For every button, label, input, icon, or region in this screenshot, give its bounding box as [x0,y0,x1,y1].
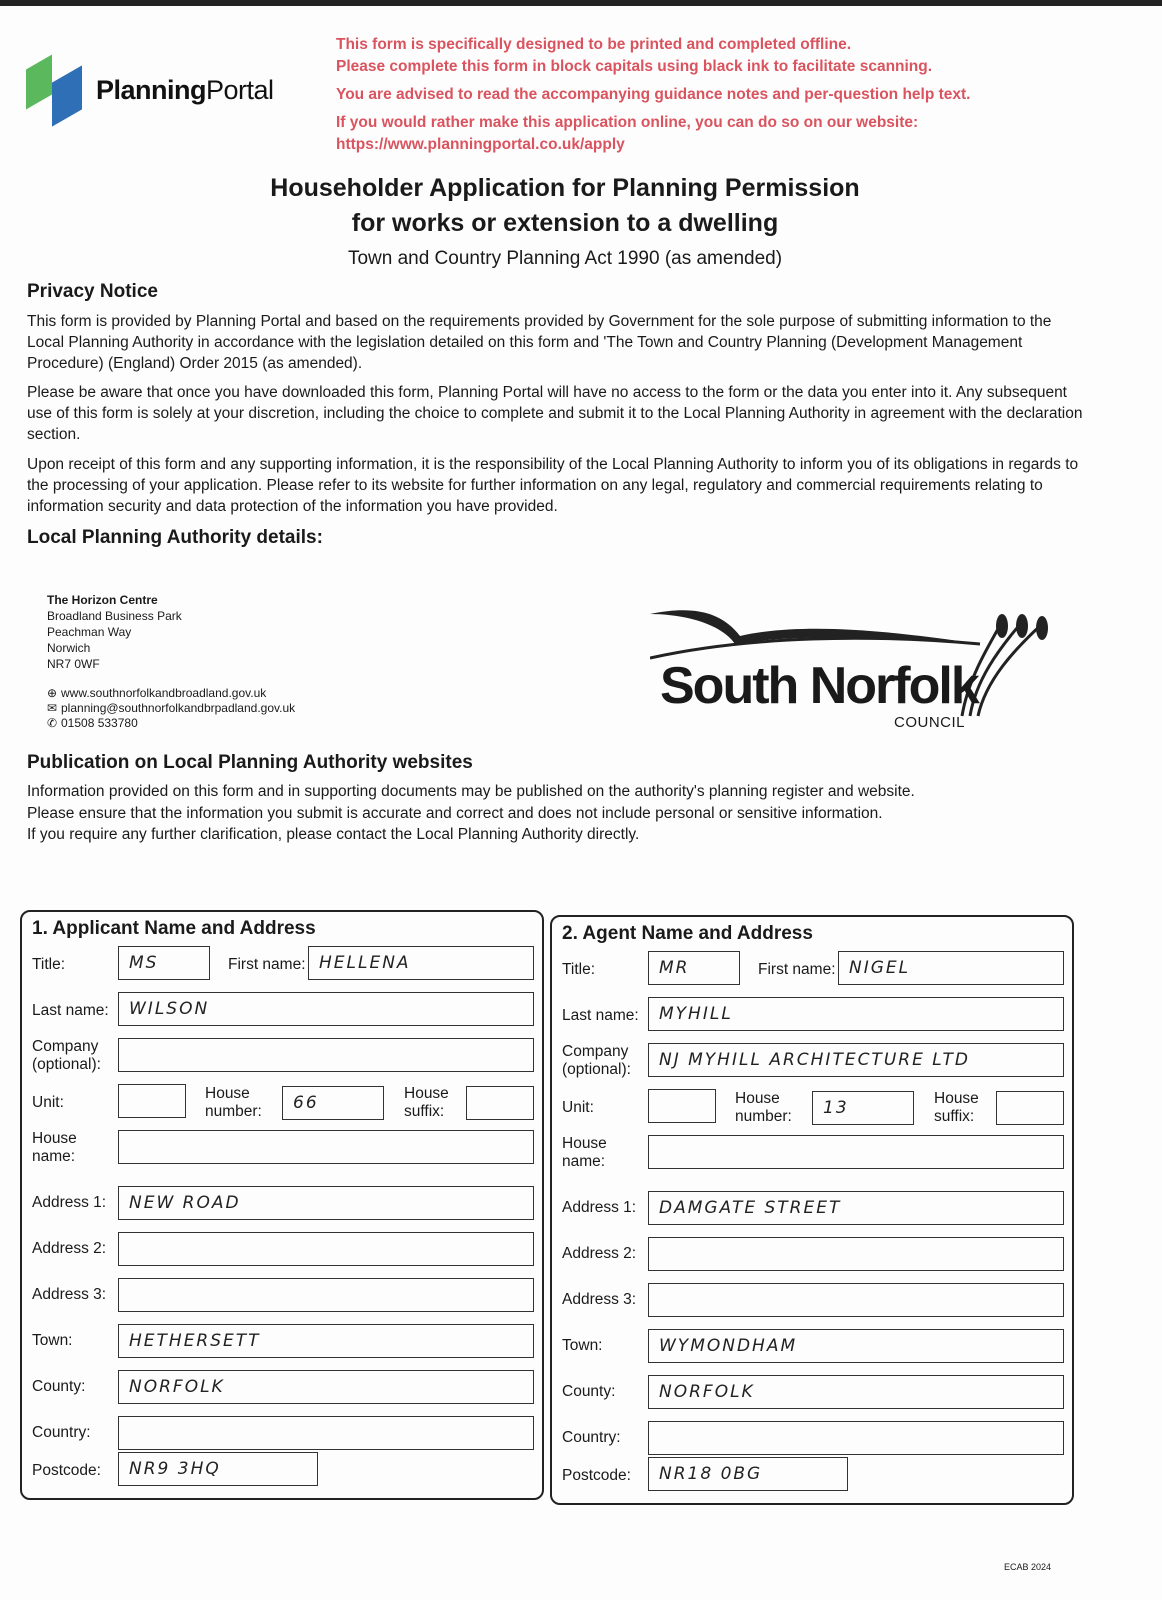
town-label: Town: [32,1332,73,1349]
unit-label: Unit: [562,1099,594,1116]
address2-label: Address 2: [562,1245,637,1262]
title-field[interactable]: MS [118,946,210,980]
title-field[interactable]: MR [648,951,740,985]
privacy-heading: Privacy Notice [27,281,158,302]
privacy-paragraph: This form is provided by Planning Portal and based on the requirements provided by Government for the sole purpose of submitting information to the Local Planning Authority in accordance with the legislation detailed on this form and 'The Town and Country Planning (Development Management Procedure) (England) Order 2015 (as amended). [27,313,1052,372]
first-name-label: First name: [758,961,836,978]
postcode-field[interactable]: NR9 3HQ [118,1452,318,1486]
house-number-label: House [735,1090,780,1107]
house-number-field[interactable]: 66 [282,1086,384,1120]
agent-section [550,915,1074,1505]
address3-label: Address 3: [562,1291,637,1308]
notice-line: Please complete this form in block capitals using black ink to facilitate scanning. [336,58,933,75]
country-field[interactable] [648,1421,1064,1455]
title-label: Title: [562,961,596,978]
house-suffix-label: House [934,1090,979,1107]
planning-portal-logo-icon [26,56,84,124]
house-name-label: name: [32,1148,76,1165]
county-label: County: [32,1378,86,1395]
publication-line: Information provided on this form and in supporting documents may be published on the authority's planning register and website. [27,783,915,800]
form-code: ECAB 2024 [1004,1562,1052,1572]
form-title-line2: for works or extension to a dwelling [351,209,779,237]
town-field[interactable]: HETHERSETT [118,1324,534,1358]
applicant-section [20,910,544,1500]
council-name: South Norfolk [660,657,978,715]
lpa-heading: Local Planning Authority details: [27,527,323,548]
lpa-email: planning@southnorfolkandbrpadland.gov.uk [61,701,296,715]
house-number-field[interactable]: 13 [812,1091,914,1125]
county-field[interactable]: NORFOLK [118,1370,534,1404]
postcode-label: Postcode: [32,1462,101,1479]
last-name-label: Last name: [32,1002,109,1019]
county-field[interactable]: NORFOLK [648,1375,1064,1409]
offline-notice [336,34,970,162]
address1-label: Address 1: [562,1199,637,1216]
form-subtitle: Town and Country Planning Act 1990 (as amended) [347,248,783,269]
address2-field[interactable] [118,1232,534,1266]
envelope-icon: ✉ [47,701,58,715]
town-label: Town: [562,1337,603,1354]
first-name-field[interactable]: NIGEL [838,951,1064,985]
notice-url: https://www.planningportal.co.uk/apply [336,136,625,153]
first-name-label: First name: [228,956,306,973]
council-subtitle: COUNCIL [894,714,966,731]
last-name-field[interactable]: MYHILL [648,997,1064,1031]
globe-icon: ⊕ [47,686,58,700]
company-optional-label: (optional): [32,1056,101,1073]
country-field[interactable] [118,1416,534,1450]
country-label: Country: [562,1429,621,1446]
address1-label: Address 1: [32,1194,107,1211]
house-name-label: House [32,1130,77,1147]
address2-field[interactable] [648,1237,1064,1271]
last-name-label: Last name: [562,1007,639,1024]
logo-text-light: Portal [206,74,274,105]
address1-field[interactable]: NEW ROAD [118,1186,534,1220]
phone-icon: ✆ [47,716,58,730]
last-name-field[interactable]: WILSON [118,992,534,1026]
title-label: Title: [32,956,66,973]
section-heading: 2. Agent Name and Address [562,923,813,944]
address2-label: Address 2: [32,1240,107,1257]
house-suffix-label: suffix: [934,1108,975,1125]
company-label: Company [32,1038,99,1055]
house-number-label: House [205,1085,250,1102]
county-label: County: [562,1383,616,1400]
house-suffix-field[interactable] [996,1091,1064,1125]
planning-portal-logo [26,56,274,124]
lpa-address-line: Broadland Business Park [47,609,182,623]
house-name-field[interactable] [118,1130,534,1164]
lpa-website: www.southnorfolkandbroadland.gov.uk [61,686,267,700]
unit-field[interactable] [118,1084,186,1118]
first-name-field[interactable]: HELLENA [308,946,534,980]
notice-line: You are advised to read the accompanying guidance notes and per-question help text. [336,86,971,103]
notice-line: This form is specifically designed to be printed and completed offline. [336,36,852,53]
publication-line: Please ensure that the information you submit is accurate and correct and does not include personal or sensitive information. [27,805,883,822]
form-title: Householder Application for Planning Permission [270,174,860,202]
lpa-address-line: Peachman Way [47,625,132,639]
privacy-paragraph: Upon receipt of this form and any supporting information, it is the responsibility of the Local Planning Authority to inform you of its obligations in regards to the processing of your application. Please refer to its website for further information on any legal, regulatory and commercial requirements relating to information security and data protection of the information you have provided. [27,456,1079,515]
notice-line: If you would rather make this application online, you can do so on our website: [336,114,919,131]
publication-heading: Publication on Local Planning Authority websites [27,752,473,773]
address3-field[interactable] [118,1278,534,1312]
company-field[interactable]: NJ MYHILL ARCHITECTURE LTD [648,1043,1064,1077]
town-field[interactable]: WYMONDHAM [648,1329,1064,1363]
address3-field[interactable] [648,1283,1064,1317]
privacy-paragraph: Please be aware that once you have downloaded this form, Planning Portal will have no access to the form or the data you enter into it. Any subsequent use of this form is solely at your discretion, including the choice to complete and submit it to the Local Planning Authority in agreement with the declaration section. [27,384,1083,443]
lpa-address-line: NR7 0WF [47,657,100,671]
house-number-label: number: [735,1108,792,1125]
country-label: Country: [32,1424,91,1441]
unit-field[interactable] [648,1089,716,1123]
house-name-label: House [562,1135,607,1152]
lpa-phone: 01508 533780 [61,716,138,730]
house-suffix-field[interactable] [466,1086,534,1120]
house-name-field[interactable] [648,1135,1064,1169]
postcode-label: Postcode: [562,1467,631,1484]
lpa-contact [47,686,295,731]
address3-label: Address 3: [32,1286,107,1303]
south-norfolk-council-logo [650,610,1070,730]
section-heading: 1. Applicant Name and Address [32,918,316,939]
lpa-address-line: Norwich [47,641,91,655]
logo-text-bold: Planning [96,74,206,105]
house-number-label: number: [205,1103,262,1120]
house-suffix-label: House [404,1085,449,1102]
lpa-address-line: The Horizon Centre [47,593,158,607]
lpa-address [47,592,182,672]
postcode-field[interactable]: NR18 0BG [648,1457,848,1491]
company-optional-label: (optional): [562,1061,631,1078]
publication-line: If you require any further clarification, please contact the Local Planning Authority directly. [27,826,640,843]
house-suffix-label: suffix: [404,1103,445,1120]
unit-label: Unit: [32,1094,64,1111]
house-name-label: name: [562,1153,606,1170]
company-label: Company [562,1043,629,1060]
address1-field[interactable]: DAMGATE STREET [648,1191,1064,1225]
company-field[interactable] [118,1038,534,1072]
scan-edge [0,0,1162,6]
